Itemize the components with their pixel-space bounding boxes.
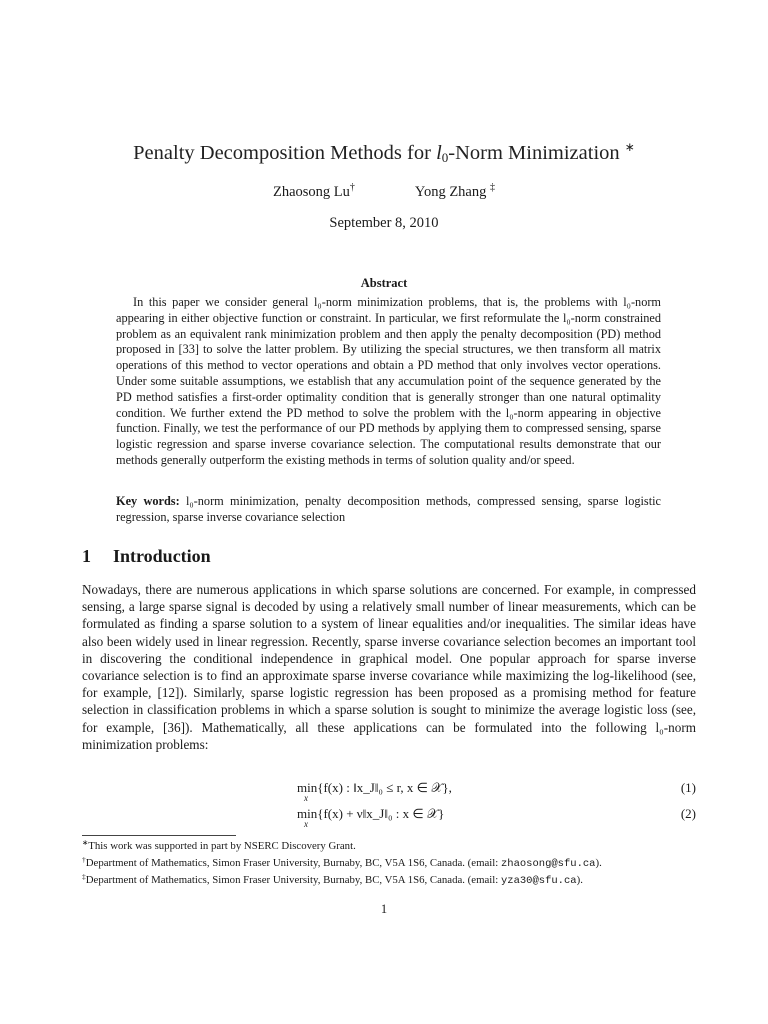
page-number: 1 — [380, 902, 388, 916]
equation-1-subscript: x — [304, 793, 308, 803]
author-zhang: Yong Zhang ‡ — [414, 182, 495, 200]
keywords — [116, 494, 661, 526]
equation-1-label: (1) — [680, 780, 696, 795]
introduction-paragraph: Nowadays, there are numerous applications in which sparse solutions are concerned. For example, in compressed sensing, a large sparse signal is decoded by using a relatively small number of linear measurements, which can be formulated as finding a sparse solution to a system of linear equalities and/or inequalities. The similar ideas have also been widely used in linear regression. Recently, sparse inverse covariance selection becomes an important tool in discovering the conditional independence in graphical model. One popular approach for sparse inverse covariance selection is to find an approximate sparse inverse covariance while maximizing the log-likelihood (see, for example, [12]). Similarly, sparse logistic regression has been proposed as a promising method for feature selection in classification problems in which a sparse solution is sought to minimize the average logistic loss (see, for example, [36]). Mathematically, all these applications can be formulated into the following l₀-norm minimization problems: — [82, 582, 696, 752]
footnote-grant: ∗This work was supported in part by NSERC Discovery Grant. — [82, 838, 356, 852]
equation-2-label: (2) — [680, 806, 696, 821]
author-lu: Zhaosong Lu† — [273, 182, 355, 200]
footnotes — [82, 838, 702, 890]
footnote-lu-affiliation: †Department of Mathematics, Simon Fraser University, Burnaby, BC, V5A 1S6, Canada. (email: zhaosong@sfu.ca). — [82, 854, 602, 870]
footnote-zhang-affiliation: ‡Department of Mathematics, Simon Fraser University, Burnaby, BC, V5A 1S6, Canada. (email: yza30@sfu.ca). — [82, 872, 583, 887]
section-number: 1 — [82, 546, 91, 566]
email-zhang[interactable]: yza30@sfu.ca — [500, 875, 577, 887]
equation-1 — [82, 780, 696, 802]
equation-2 — [82, 806, 696, 828]
paper-title: Penalty Decomposition Methods for $l_0$-Norm Minimization ∗ — [133, 140, 635, 165]
author-list — [0, 182, 768, 202]
section-title: Introduction — [113, 546, 211, 566]
email-lu[interactable]: zhaosong@sfu.ca — [500, 857, 596, 870]
footnote-rule — [82, 835, 236, 836]
abstract-body: In this paper we consider general l₀-norm minimization problems, that is, the problems with l₀-norm appearing in either objective function or constraint. In particular, we first reformulate the l₀-norm constrained problem as an equivalent rank minimization problem and then apply the penalty decomposition (PD) method proposed in [33] to solve the latter problem. By utilizing the special structures, we then transform all matrix operations of this method to vector operations and obtain a PD method that only involves vector operations. Under some suitable assumptions, we establish that any accumulation point of the sequence generated by the PD method satisfies a first-order optimality condition that is generally stronger than one natural optimality condition. We further extend the PD method to solve the problem with the l₀-norm appearing in objective function. Finally, we test the performance of our PD methods by applying them to compressed sensing, sparse logistic regression and sparse inverse covariance selection. The computational results demonstrate that our methods generally outperform the existing methods in terms of solution quality and/or speed. — [116, 295, 661, 467]
equation-2-expression: min{f(x) + ν‖x_J‖₀ : x ∈ 𝒳} — [297, 806, 445, 821]
paper-date: September 8, 2010 — [329, 215, 439, 231]
equation-2-subscript: x — [304, 819, 308, 829]
equation-1-expression: min{f(x) : ‖x_J‖₀ ≤ r, x ∈ 𝒳}, — [297, 780, 452, 795]
keywords-label: Key words: — [116, 494, 180, 508]
section-heading-introduction — [82, 546, 211, 567]
title-footnote-mark: ∗ — [624, 140, 635, 154]
keywords-text: l₀-norm minimization, penalty decomposition methods, compressed sensing, sparse logistic regression, sparse inverse covariance selection — [116, 494, 661, 524]
abstract-heading: Abstract — [360, 276, 408, 290]
